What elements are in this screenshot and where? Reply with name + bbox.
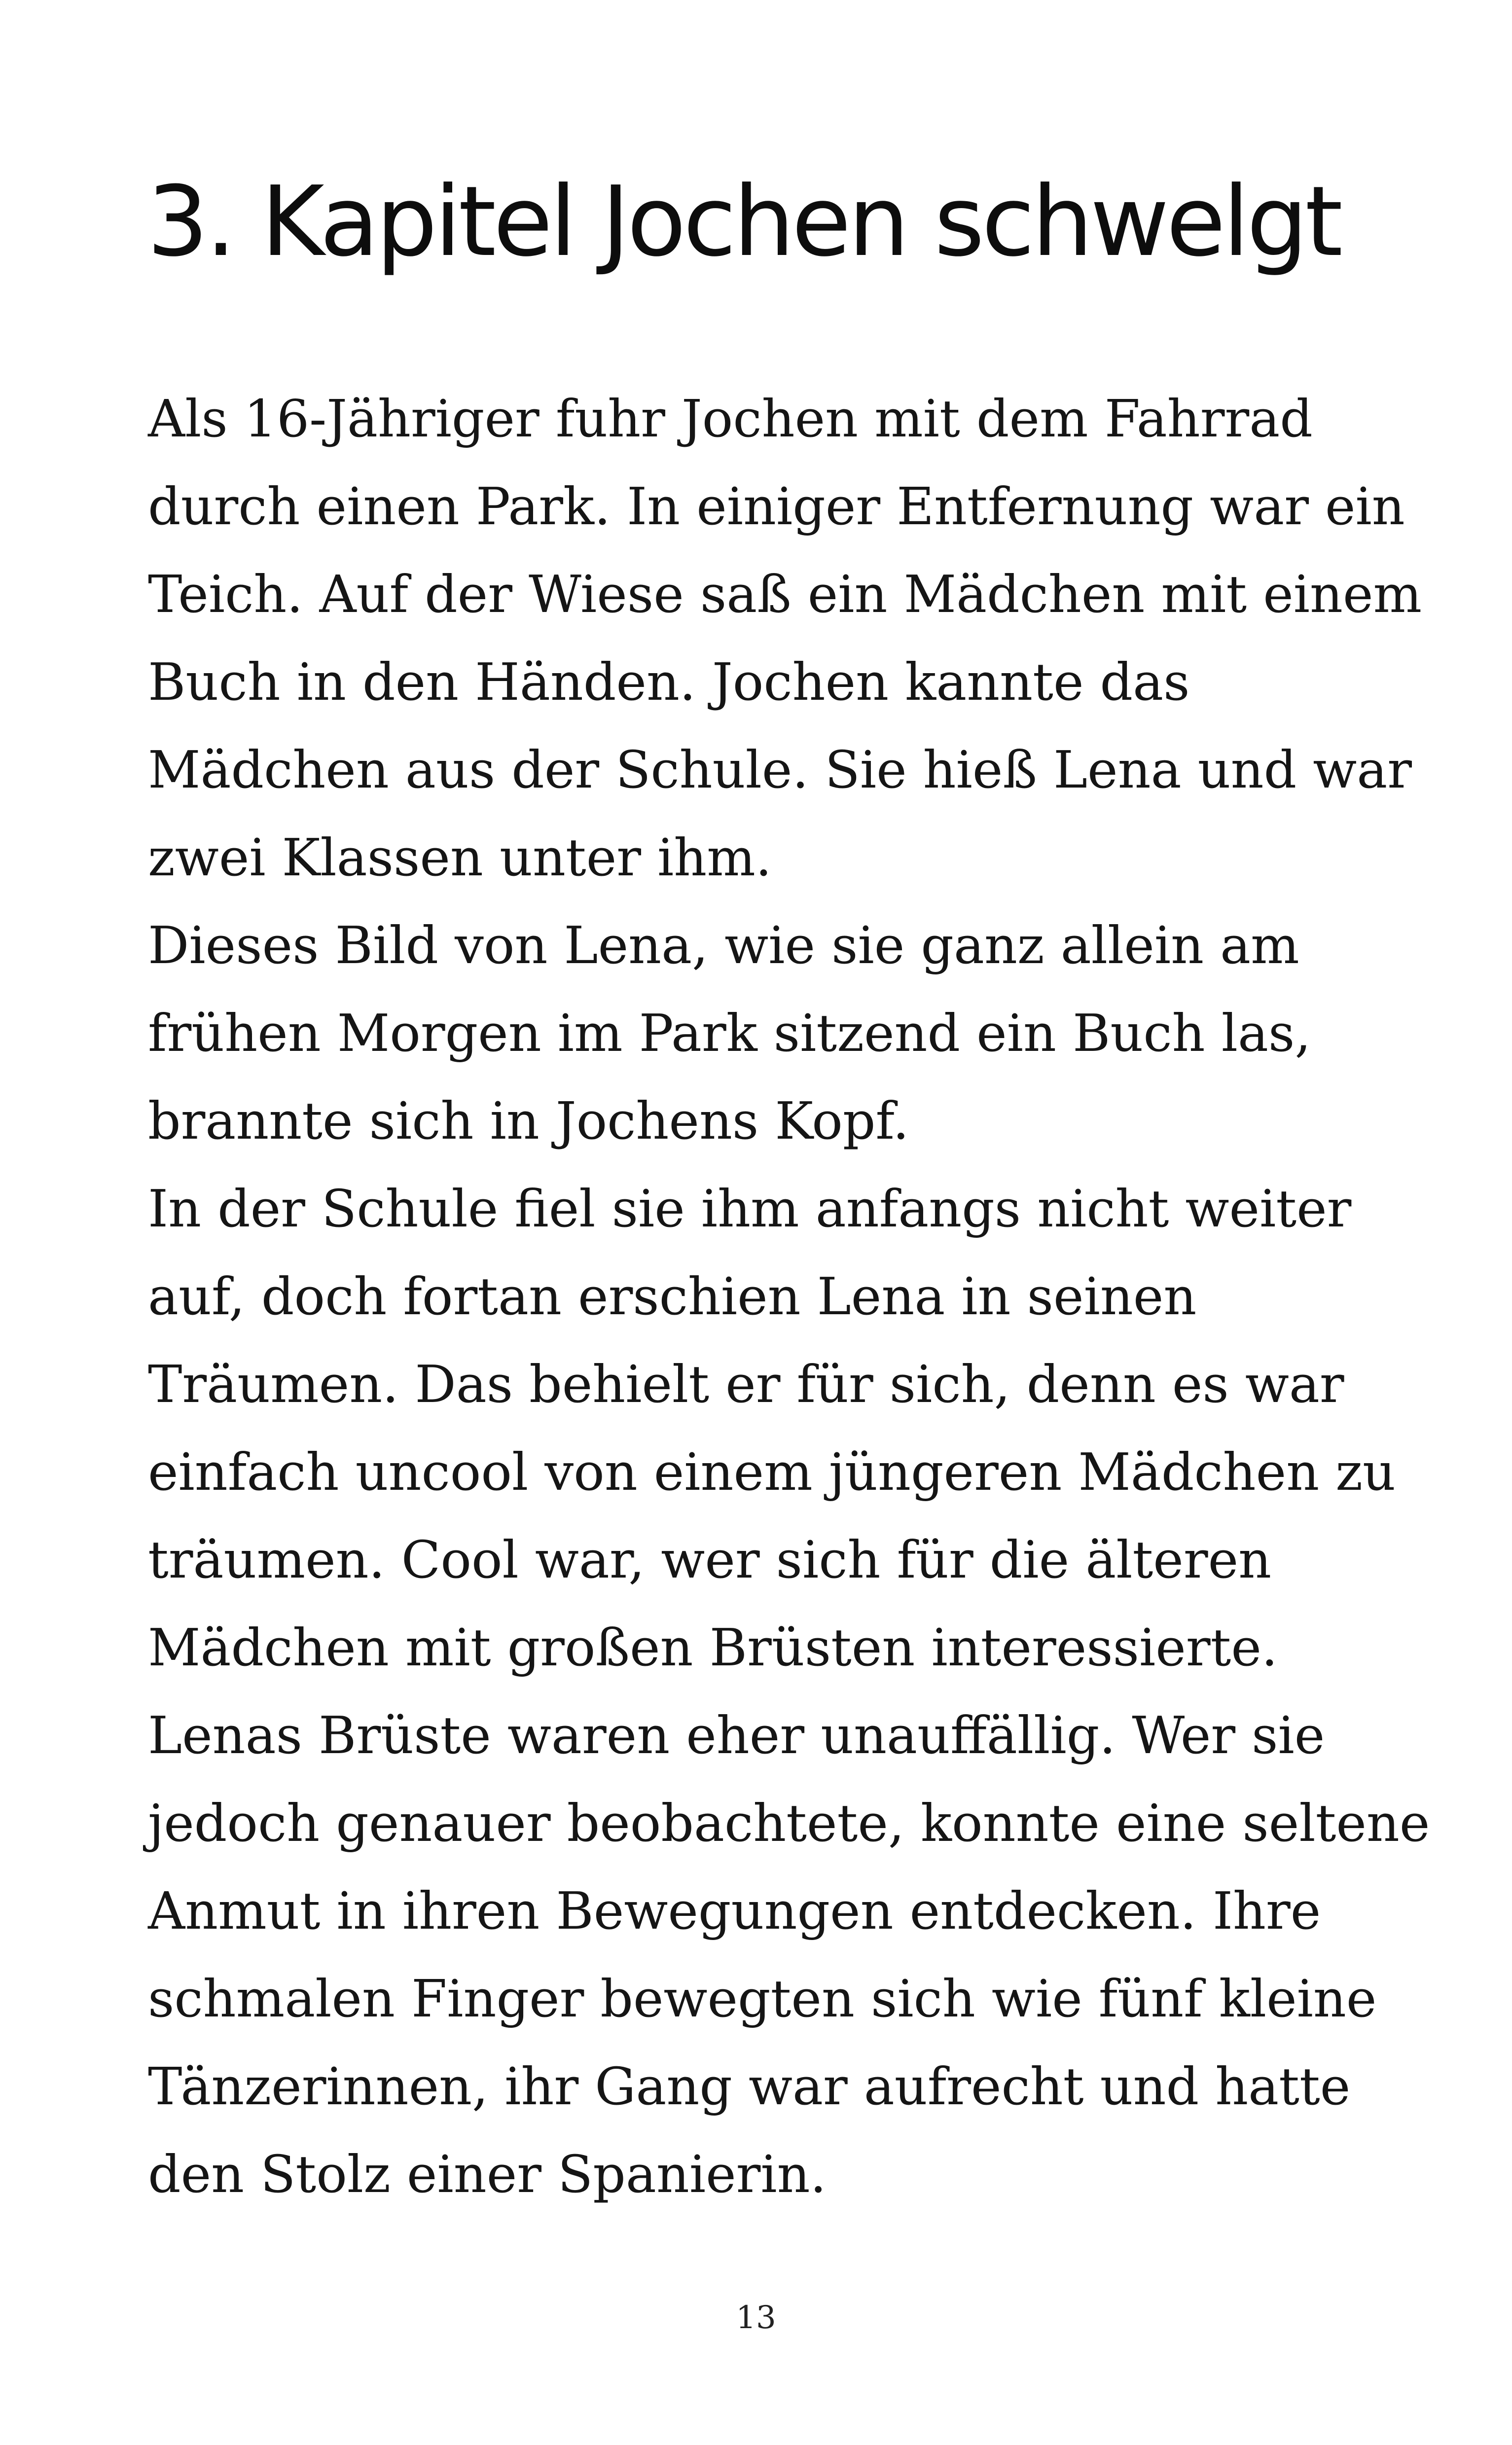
text-line: frühen Morgen im Park sitzend ein Buch las, bbox=[148, 1003, 1311, 1063]
chapter-title: 3. Kapitel Jochen schwelgt bbox=[147, 166, 1340, 278]
text-line: Mädchen mit großen Brüsten interessierte. bbox=[148, 1618, 1278, 1678]
text-line: Als 16-Jähriger fuhr Jochen mit dem Fahrrad bbox=[148, 389, 1313, 449]
text-line: brannte sich in Jochens Kopf. bbox=[148, 1091, 909, 1151]
text-line: den Stolz einer Spanierin. bbox=[148, 2144, 827, 2204]
text-line: Anmut in ihren Bewegungen entdecken. Ihre bbox=[148, 1881, 1321, 1941]
page-number: 13 bbox=[736, 2300, 776, 2336]
text-line: schmalen Finger bewegten sich wie fünf kleine bbox=[148, 1969, 1377, 2029]
text-line: zwei Klassen unter ihm. bbox=[148, 827, 772, 888]
text-line: Lenas Brüste waren eher unauffällig. Wer sie bbox=[148, 1705, 1325, 1765]
text-line: Dieses Bild von Lena, wie sie ganz allein am bbox=[148, 915, 1299, 975]
text-line: Buch in den Händen. Jochen kannte das bbox=[148, 652, 1190, 712]
text-line: Teich. Auf der Wiese saß ein Mädchen mit einem bbox=[148, 564, 1422, 624]
text-line: In der Schule fiel sie ihm anfangs nicht weiter bbox=[148, 1179, 1352, 1239]
text-line: jedoch genauer beobachtete, konnte eine seltene bbox=[148, 1793, 1430, 1853]
text-line: einfach uncool von einem jüngeren Mädchen zu bbox=[148, 1442, 1396, 1502]
text-line: träumen. Cool war, wer sich für die älteren bbox=[148, 1530, 1272, 1590]
body-text bbox=[148, 375, 1430, 2218]
text-line: Träumen. Das behielt er für sich, denn es war bbox=[148, 1354, 1344, 1414]
text-line: durch einen Park. In einiger Entfernung war ein bbox=[148, 476, 1405, 537]
text-line: Tänzerinnen, ihr Gang war aufrecht und hatte bbox=[148, 2056, 1351, 2117]
text-line: auf, doch fortan erschien Lena in seinen bbox=[148, 1266, 1197, 1327]
text-line: Mädchen aus der Schule. Sie hieß Lena und war bbox=[148, 740, 1412, 800]
